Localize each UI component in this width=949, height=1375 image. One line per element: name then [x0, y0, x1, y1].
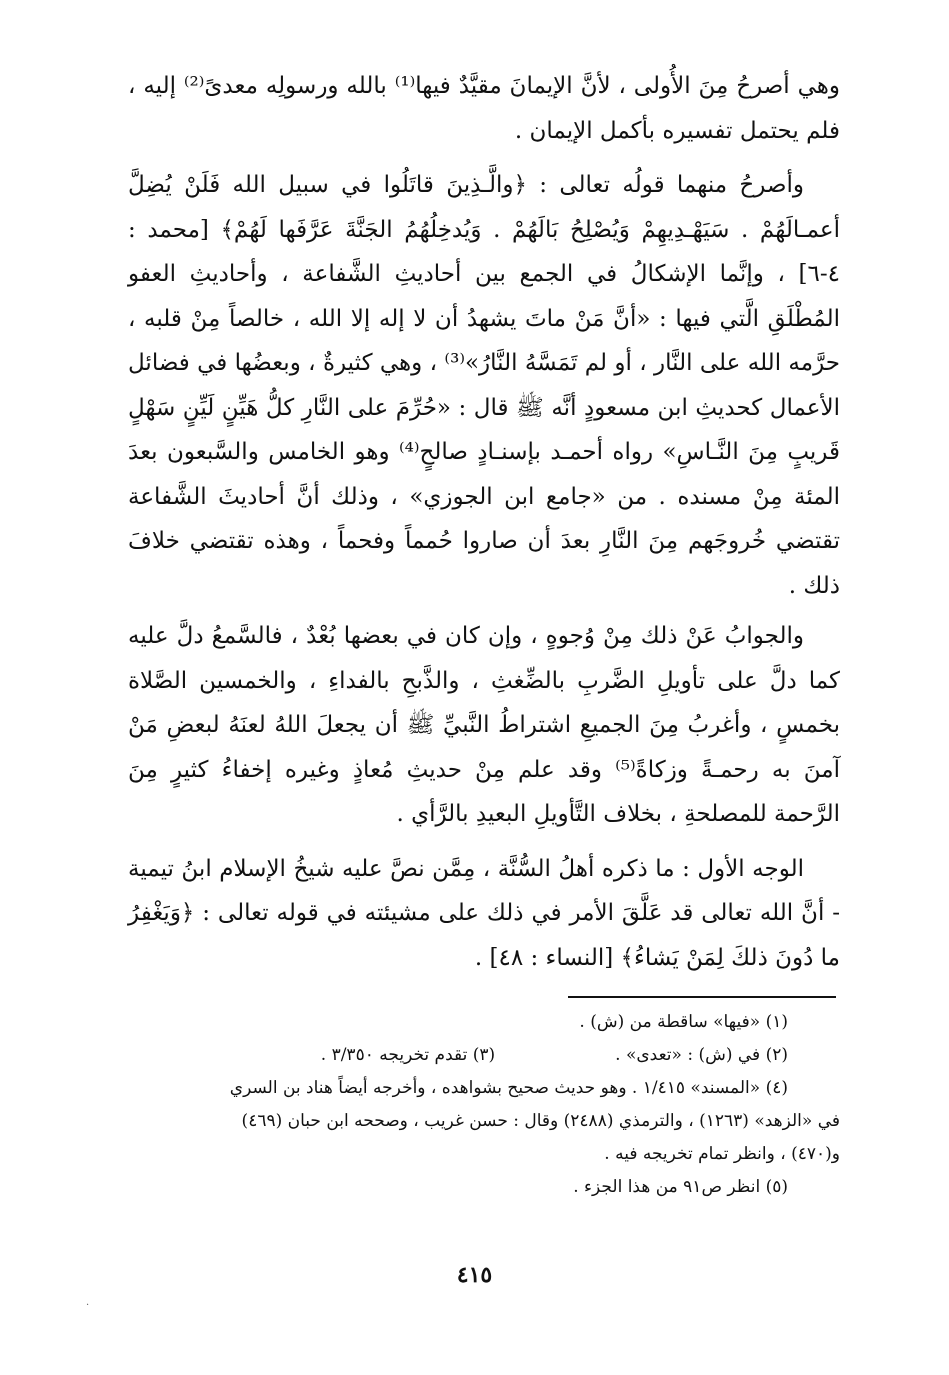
paragraph-2: وأصرحُ منهما قولُه تعالى : ﴿والَّـذِينَ قاتَلُوا في سبيل الله فَلَنْ يُضِلَّ أعمـالَهُمْ . سَيَهْـدِيهِمْ وَيُصْلِحُ بَالَهُمْ . وَيُدخِلُهُمُ الجَنَّةَ عَرَّفَها لَهُمْ﴾ [محمد : ٤-٦] ، وإنَّما الإشكالُ في الجمع بين أحاديثِ الشَّفاعة ، وأحاديثِ العفو المُطْلَقِ الَّتي فيها : «أنَّ مَنْ ماتَ يشهدُ أن لا إله إلا الله ، خالصاً مِنْ قلبه ، حرَّمه الله على النَّار ، أو لم تَمَسَّهُ النَّارُ»⁽³⁾ ، وهي كثيرةٌ ، وبعضُها في فضائل الأعمال كحديثِ ابن مسعودٍ أنَّه ﷺ قال : «حُرِّمَ على النَّارِ كلُّ هَيِّنٍ لَيِّنٍ سَهْلٍ قَريبٍ مِنَ النَّـاسِ» رواه أحمـد بإسنـادٍ صالحٍ⁽⁴⁾ وهو الخامس والسَّبعون بعدَ المئة مِنْ مسنده . من «جامع ابن الجوزي» ، وذلك أنَّ أحاديثَ الشَّفاعة تقتضي خُروجَهم مِنَ النَّارِ بعدَ أن صاروا حُمماً وفحماً ، وهذه تقتضي خلافَ ذلك . — [128, 172, 840, 599]
footnote-2: (٢) في (ش) : «تعدى» . — [615, 1045, 788, 1065]
footnote-5: (٥) انظر ص٩١ من هذا الجزء . — [573, 1177, 788, 1197]
footnote-separator — [568, 996, 836, 998]
page-number: ٤١٥ — [456, 1262, 493, 1288]
scan-speck: · — [86, 1300, 90, 1311]
footnote-1: (١) «فيها» ساقطة من (ش) . — [579, 1012, 788, 1032]
footnote-4-line-3: و(٤٧٠) ، وانظر تمام تخريجه فيه . — [604, 1144, 840, 1164]
footnote-4-line-2: في «الزهد» (١٢٦٣) ، والترمذي (٢٤٨٨) وقال : حسن غريب ، وصححه ابن حبان (٤٦٩) — [241, 1111, 840, 1131]
footnote-4-line-1: (٤) «المسند» ١/٤١٥ . وهو حديث صحيح بشواهده ، وأخرجه أيضاً هناد بن السري — [229, 1078, 788, 1098]
footnote-3: (٣) تقدم تخريجه ٣/٣٥٠ . — [320, 1045, 496, 1065]
footnote-row-2-3 — [128, 1039, 840, 1072]
main-text — [128, 64, 840, 980]
footnotes — [128, 1006, 840, 1204]
paragraph-3: والجوابُ عَنْ ذلك مِنْ وُجوهٍ ، وإن كان في بعضها بُعْدٌ ، فالسَّمعُ دلَّ عليه كما دلَّ على تأويلِ الضَّربِ بالضِّغثِ ، والذَّبحِ بالفداءِ ، والخمسين الصَّلاة بخمسٍ ، وأغربُ مِنَ الجميعِ اشتراطُ النَّبيِّ ﷺ أن يجعلَ اللهُ لعنَهُ لبعضِ مَنْ آمنَ به رحمـةً وزكاةً⁽⁵⁾ وقد علم مِنْ حديثِ مُعاذٍ وغيره إخفاءُ كثيرٍ مِنَ الرَّحمة للمصلحةِ ، بخلاف التَّأويلِ البعيدِ بالرَّأي . — [128, 623, 840, 827]
paragraph-4: الوجه الأول : ما ذكره أهلُ السُّنَّة ، مِمَّن نصَّ عليه شيخُ الإسلام ابنُ تيمية - أنَّ الله تعالى قد عَلَّقَ الأمر في ذلك على مشيئته في قوله تعالى : ﴿وَيَغْفِرُ ما دُونَ ذلكَ لِمَنْ يَشاءُ﴾ [النساء : ٤٨] . — [128, 855, 840, 971]
paragraph-1: وهي أصرحُ مِنَ الأُولى ، لأنَّ الإيمانَ مقيَّدٌ فيها⁽¹⁾ بالله ورسولِه معدىً⁽²⁾ إليه ، فلم يحتمل تفسيره بأكمل الإيمان . — [128, 73, 840, 144]
